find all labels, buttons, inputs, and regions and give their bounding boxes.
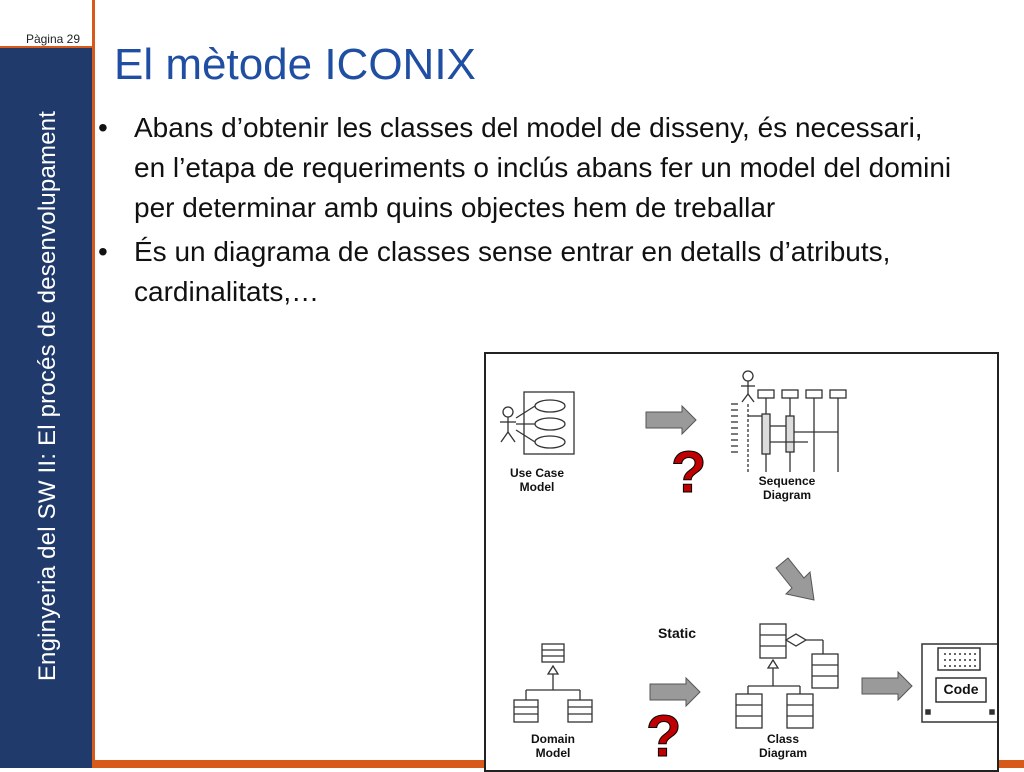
domain-model-label: Domain Model [530, 732, 575, 760]
bullet-item-2: • És un diagrama de classes sense entrar en detalls d’atributs, cardinalitats,… [96, 232, 956, 312]
arrow-right-icon [646, 406, 696, 434]
use-case-model-icon [500, 392, 574, 454]
sequence-diagram-label: Sequence Diagram [758, 474, 816, 502]
use-case-model-label: Use Case Model [509, 466, 565, 494]
domain-model-icon [514, 644, 592, 722]
question-mark-icon: ? [646, 704, 682, 769]
slide-title: El mètode ICONIX [114, 40, 476, 89]
question-mark-icon: ? [671, 440, 707, 505]
page-number: Pàgina 29 [0, 0, 92, 48]
arrow-right-icon [862, 672, 912, 700]
diagram-graphics [486, 354, 997, 770]
code-label: Code [943, 681, 979, 697]
class-diagram-label: Class Diagram [758, 732, 808, 760]
arrow-right-icon [650, 678, 700, 706]
sidebar-course-title: Enginyeria del SW II: El procés de desenvolupament [34, 110, 61, 682]
arrow-down-right-icon [776, 558, 814, 600]
bullet-list [96, 108, 956, 316]
static-label: Static [657, 625, 697, 641]
sidebar [0, 0, 92, 768]
iconix-diagram [484, 352, 999, 772]
sidebar-accent-line [92, 0, 95, 768]
sequence-diagram-icon [731, 371, 846, 472]
class-diagram-icon [736, 624, 838, 728]
bullet-item-1: • Abans d’obtenir les classes del model de disseny, és necessari, en l’etapa de requeriments o inclús abans fer un model del domini per determinar amb quins objectes hem de treballar [96, 108, 956, 228]
